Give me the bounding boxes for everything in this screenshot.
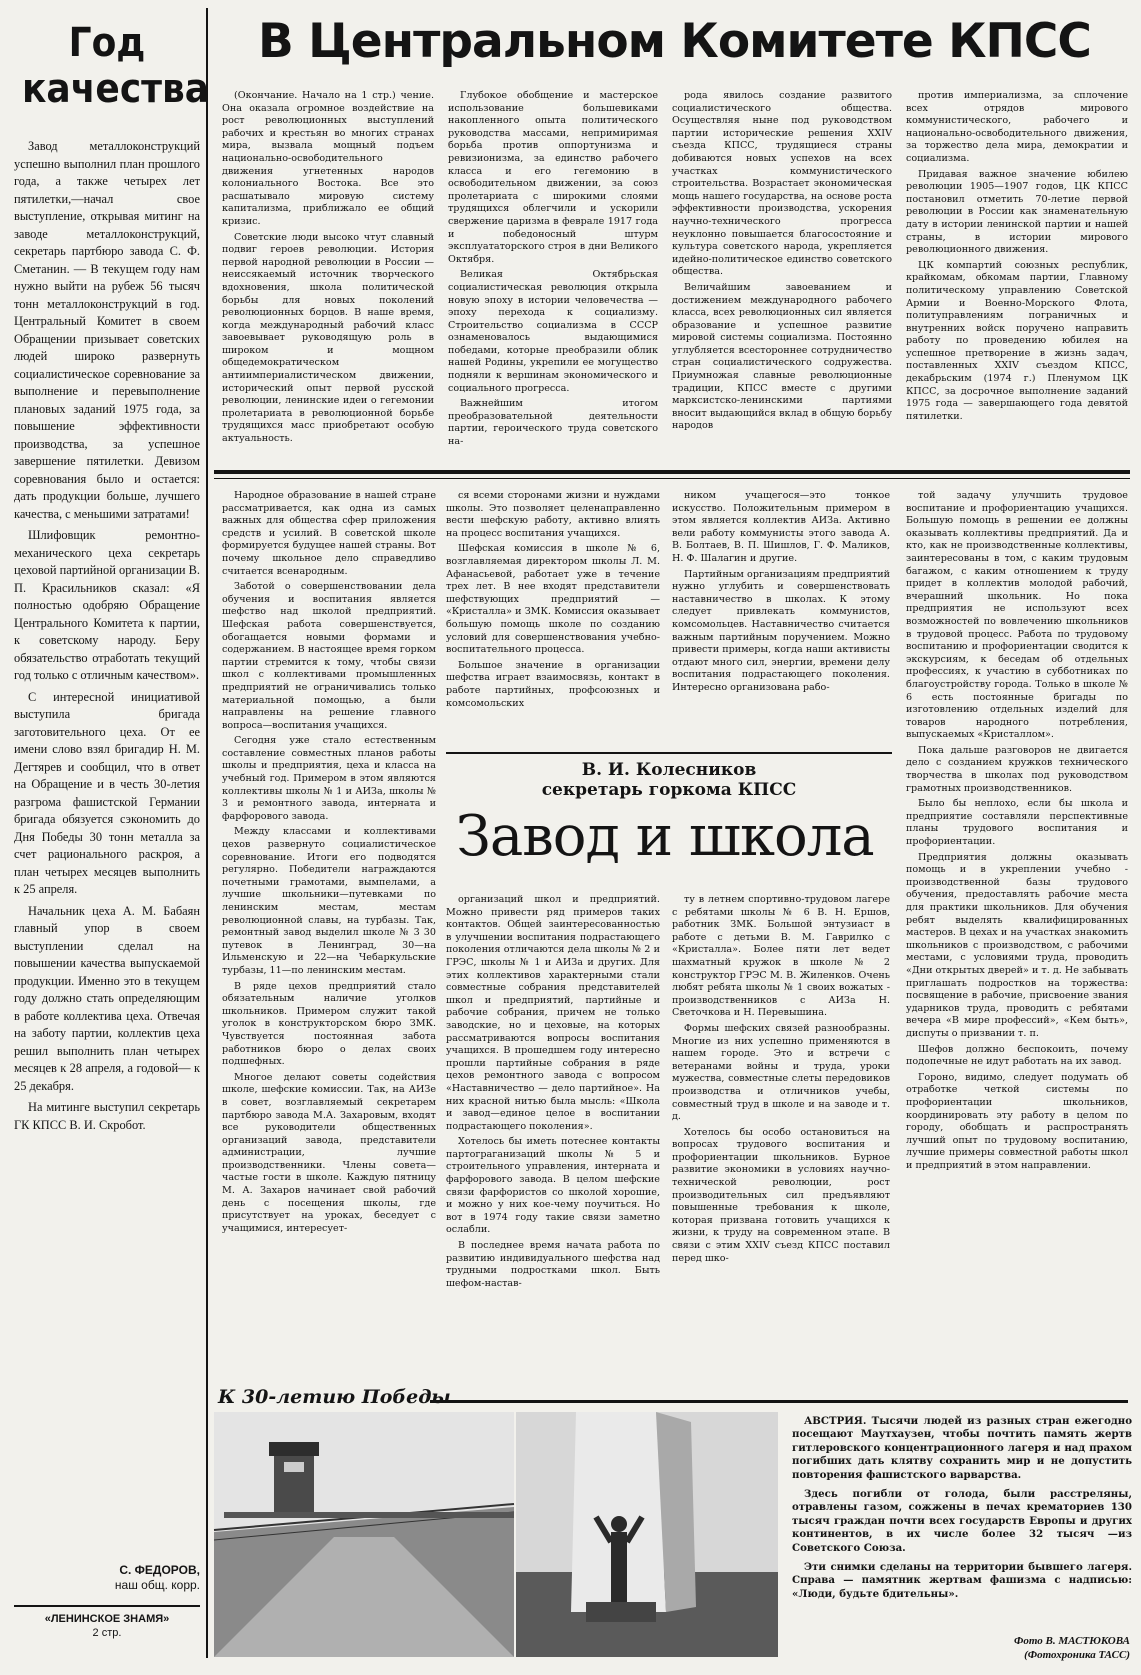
top-paragraph: рода явилось создание развитого социалистического общества. Осуществляя ныне под руководством партии исторические решения XXIV съезда КПСС, трудящиеся страны добиваются новых успехов на всех участках коммунистического строительства. Возрастает экономическая мощь нашего государства, на основе роста эффективности производства, ускорения научно-технического прогресса неуклонно повышается благосостояние и культура советского народа, укрепляется идейно-политическое единство советского общества. [672, 90, 892, 278]
article-paragraph: той задачу улучшить трудовое воспитание и профориентацию учащихся. Большую помощь в решении ее должны оказывать коллективы предприятий. Да и кто, как не производственные коллективы, заинтересованы в том, с каким трудовым багажом, с каким отношением к труду придет в коллектив молодой рабочий, вчерашний школьник. Но пока предприятия не используют всех возможностей по вовлечению школьников в трудовой процесс. Работа по трудовому воспитанию и профориентации сводится к экскурсиям, к беседам об отдельных профессиях, к участию в субботниках по благоустройству города. Только в школе № 6 есть постоянные бригады по изготовлению отдельных изделий для товаров народного потребления, выпускаемых «Кристаллом». [906, 490, 1128, 741]
article-paragraph: Между классами и коллективами цехов развернуто социалистическое соревнование. Итоги его подводятся регулярно. Победители награждаются почетными грамотами, вымпелами, а лучшие школьники—путевками по ленинским местам, местам революционной славы, на турбазы. Так, ремонтный завод выделил школе № 3 30 путевок в Ленинград, 30—на Ильменскую и 22—на Чебаркульские турбазы, 11—по ленинским местам. [222, 826, 436, 976]
caption-paragraph: АВСТРИЯ. Тысячи людей из разных стран ежегодно посещают Маутхаузен, чтобы почтить память жертв гитлеровского концентрационного лагеря и над прахом погибших дать клятву сохранить мир и не допустить повторения фашистского варварства. [792, 1415, 1132, 1481]
title-block-rule [446, 752, 892, 754]
article-paragraph: Было бы неплохо, если бы школа и предприятие составляли перспективные планы трудового воспитания и профориентации. [906, 798, 1128, 848]
author-name: В. И. Колесников [581, 760, 757, 780]
article-paragraph: Шефская комиссия в школе № 6, возглавляемая директором школы Л. М. Афанасьевой, работает уже в течение трех лет. В нее входят представители шефствующих предприятий — «Кристалла» и ЗМК. Комиссия оказывает большую помощь школе по созданию условий для совершенствования учебно-воспитательного процесса. [446, 543, 660, 656]
article-paragraph: ту в летнем спортивно-трудовом лагере с ребятами школы № 6 В. Н. Ершов, работник ЗМК. Большой энтузиаст в работе с детьми В. М. Гаврилко с «Кристалла». Более пяти лет ведет шахматный кружок в школе № 2 конструктор ГРЭС М. В. Жиленков. Очень любят ребята школы № 1 своих вожатых - производственников с АИЗа Н. Светочкова и Н. Перевышина. [672, 894, 890, 1019]
article-paragraph: Сегодня уже стало естественным составление совместных планов работы школы и предприятия, цеха и класса на учебный год. Примером в этом являются коллективы школы № 1 и АИЗа, школы № 3 и ремонтного завода, интерната и фарфорового завода. [222, 735, 436, 822]
victory-rule [430, 1400, 1128, 1403]
top-paragraph: против империализма, за сплочение всех отрядов мирового коммунистического, рабочего и национально-освободительного движения, за торжество дела мира, демократии и социализма. [906, 90, 1128, 164]
mauthausen-photo-right [516, 1412, 778, 1657]
article-paragraph: Пока дальше разговоров не двигается дело с созданием кружков технического творчества в школах под руководством грамотных производственников. [906, 744, 1128, 794]
article-paragraph: В последнее время начата работа по развитию индивидуального шефства над трудными подростками школ. Быть шефом-настав- [446, 1240, 660, 1289]
article-paragraph: ся всеми сторонами жизни и нуждами школы. Это позволяет целенаправленно вести шефскую работу, активно влиять на процесс воспитания учащихся. [446, 490, 660, 539]
article-paragraph: Большое значение в организации шефства играет взаимосвязь, контакт в работе партийных, профсоюзных и комсомольских [446, 659, 660, 709]
top-column-3 [672, 90, 892, 466]
victory-caption [792, 1415, 1132, 1607]
article-title: Завод и школа [456, 804, 874, 869]
caption-paragraph: Здесь погибли от голода, были расстреляны, отравлены газом, сожжены в печах крематориев 130 тысяч граждан почти всех государств Европы и других континентов, в их числе более 32 тысяч —из Советского Союза. [792, 1488, 1132, 1554]
top-paragraph: Величайшим завоеванием и достижением международного рабочего класса, всех революционных сил является образование и успешное развитие мировой системы социализма. Постоянно углубляется всестороннее сотрудничество стран социалистического содружества. Приумножая славные революционные традиции, КПСС вместе с другими марксистско-ленинскими партиями вносит выдающийся вклад в общую борьбу народов [672, 281, 892, 432]
left-signature [14, 1563, 200, 1593]
top-section-rule [214, 470, 1130, 474]
left-paragraph: На митинге выступил секретарь ГК КПСС В. И. Скробот. [14, 1100, 200, 1132]
left-paragraph: Завод металлоконструкций успешно выполнил план прошлого года, а также четырех лет пятилетки,—начал свое выступление, открывая митинг на заводе металлоконструкций, секретарь партбюро завода С. Ф. Сметанин. — В текущем году нам нужно выйти на рубеж 56 тысяч тонн металлоконструкций в год. Центральный Комитет в своем Обращении призывает советских людей широко развернуть социалистическое соревнование за выполнение и перевыполнение плановых заданий 1975 года, за повышение эффективности производства, за успешное завершение пятилетки. Девизом соревнования было и остается: дать продукции больше, лучшего качества, с меньшими затратами! [14, 139, 200, 521]
article-column-3 [672, 490, 890, 745]
article-column-b1 [446, 894, 660, 1394]
top-headline: В Центральном Комитете КПСС [258, 14, 1091, 69]
top-paragraph: Советские люди высоко чтут славный подвиг героев революции. История первой народной революции в России — неиссякаемый источник творческого вдохновения, школа политической борьбы для новых поколений революционных борцов. В наше время, когда международный рабочий класс завоевывает руководящую роль в широком и мощном общедемократическом антиимпериалистическом движении, исторический опыт первой русской революции, ленинские идеи о гегемонии пролетариата в революционной борьбе трудящихся масс приобретают особую актуальность. [222, 231, 434, 445]
credit-name: Фото В. МАСТЮКОВА [1013, 1635, 1130, 1647]
top-column-4 [906, 90, 1128, 466]
article-paragraph: Формы шефских связей разнообразны. Многие из них успешно применяются в нашем городе. Это и встречи с ветеранами войны и труда, уроки мужества, совместные слеты передовиков производства и отличников учебы, совместный труд в школе и на заводе и т. д. [672, 1022, 890, 1123]
top-section-rule-thin [214, 478, 1130, 479]
top-column-2 [448, 90, 658, 466]
article-paragraph: Заботой о совершенствовании дела обучения и воспитания является шефство над школой предприятий. Шефская работа совершенствуется, обогащается новыми формами и содержанием. В настоящее время горком партии стремится к тому, чтобы связи школ с коллективами промышленных предприятий не ограничивались только материальной помощью, а были направлены на решение главного вопроса—воспитания учащихся. [222, 581, 436, 731]
article-paragraph: Шефов должно беспокоить, почему подопечные не идут работать на их завод. [906, 1043, 1128, 1068]
left-paragraph: Начальник цеха А. М. Бабаян главный упор в своем выступлении сделал на повышении качества выпускаемой продукции. Именно это в текущем году должно стать определяющим в работе коллектива цеха. Отвечая на заботу партии, коллектив цеха решил выполнить план четырех месяцев к 28 апреля, а годовой— к 25 декабря. [14, 903, 200, 1093]
author-role: секретарь горкома КПСС [541, 780, 797, 800]
signature-name: С. ФЕДОРОВ, [119, 1563, 200, 1577]
top-paragraph: Придавая важное значение юбилею революции 1905—1907 годов, ЦК КПСС постановил отметить 70-летие первой революции в России как знаменательную дату в истории ленинской партии и нашей страны, в истории мирового революционного движения. [906, 168, 1128, 256]
article-paragraph: Хотелось бы иметь потеснее контакты партограганизаций школы № 5 и строительного управления, интерната и фарфорового завода. В целом шефские связи фарфористов со школой хорошие, и можно у них кое-чему поучиться. Но вот в 1974 году такие связи заметно ослабли. [446, 1136, 660, 1236]
mauthausen-photo-left [214, 1412, 514, 1657]
left-paragraph: Шлифовщик ремонтно-механического цеха секретарь цеховой партийной организации В. П. Красильников сказал: «Я полностью одобряю Обращение Центрального Комитета к партии, к советскому народу. Беру обязательство отработать текущий год только с отличным качеством». [14, 528, 200, 682]
article-paragraph: ником учащегося—это тонкое искусство. Положительным примером в этом является коллектив АИЗа. Активно вели работу коммунисты этого завода А. В. Болтаев, В. П. Шишлов, Г. Ф. Маликов, Н. Ф. Шалагин и другие. [672, 490, 890, 564]
left-column [14, 8, 210, 140]
caption-paragraph: Эти снимки сделаны на территории бывшего лагеря. Справа — памятник жертвам фашизма с надписью: «Люди, будьте бдительны». [792, 1561, 1132, 1600]
article-paragraph: Многое делают советы содействия школе, шефские комиссии. Так, на АИЗе в совет, возглавляемый секретарем партбюро завода М.А. Захаровым, входят все руководители общественных организаций завода, представители администрации, лучшие производственники. Члены совета—частые гости в школе. Каждую пятницу М. А. Захаров начинает свой рабочий день с посещения школы, где присутствует на уроках, беседует с учащимися, интересует- [222, 1071, 436, 1234]
article-paragraph: Гороно, видимо, следует подумать об отработке четкой системы по профориентации школьников, координировать эту работу в целом по городу, обобщать и распространять лучший опыт по трудовому воспитанию, лучшие примеры совместной работы школ и предприятий в этом направлении. [906, 1071, 1128, 1171]
article-paragraph: организаций школ и предприятий. Можно привести ряд примеров таких контактов. Общей заинтересованностью в улучшении воспитания подрастающего поколения отличаются дела школы № 2 и ГРЭС, школы № 1 и АИЗа и других. Для этих коллективов характерными стали совместные собрания представителей школ и предприятий, партийные и рабочие собрания, причем не только заводские, но и цеховые, на которых рассматриваются вопросы воспитания учащихся. В прошедшем году интересно прошли партийные собрания в ряде цехов ремонтного завода с вопросом «Наставничество — дело партийное». На них красной нитью была мысль: «Школа и завод—единое целое в воспитании подрастающего поколения». [446, 894, 660, 1132]
top-paragraph: Глубокое обобщение и мастерское использование большевиками накопленного опыта политического руководства массами, непримиримая борьба против оппортунизма и ревизионизма, за единство рабочего класса и его гегемонию в освободительном движении, за союз пролетариата с широкими слоями трудящихся облегчили и ускорили свержение царизма в феврале 1917 года и победоносный штурм эксплуататорского строя в дни Великого Октября. [448, 90, 658, 265]
left-column-divider [206, 8, 208, 1658]
article-author [446, 760, 892, 800]
newspaper-name: «ЛЕНИНСКОЕ ЗНАМЯ» [44, 1613, 170, 1625]
left-paragraph: С интересной инициативой выступила бригада заготовительного цеха. От ее имени слово взял бригадир Н. М. Дегтярев и сообщил, что в ответ на Обращение и в честь 30-летия разгрома фашистской Германии бригада обязуется сэкономить до Дня Победы 30 тонн металла за счет рационального раскроя, а план четырех месяцев выполнить к 25 апреля. [14, 689, 200, 896]
top-paragraph: Великая Октябрьская социалистическая революция открыла новую эпоху в истории человечества — эпоху перехода к социализму. Строительство социализма в СССР ознаменовалось выдающимися победами, которые преобразили облик нашей Родины, укрепили ее могущество подняли к вершинам экономического и социального прогресса. [448, 269, 658, 394]
top-paragraph: (Окончание. Начало на 1 стр.) чение. Она оказала огромное воздействие на рост революционных выступлений рабочих и крестьян во многих странах мира, вызвала мощный подъем национально-освободительного движения угнетенных народов колониального Востока. Все это расшатывало мировую систему капитализма, приближало ее общий кризис. [222, 90, 434, 227]
article-column-2 [446, 490, 660, 745]
left-article-body [14, 138, 200, 1568]
left-title: Год качества [22, 20, 210, 112]
credit-agency: (Фотохроника ТАСС) [1024, 1649, 1130, 1661]
left-footer [14, 1612, 200, 1640]
article-paragraph: Народное образование в нашей стране рассматривается, как одна из самых важных для общества сфер приложения средств и усилий. В советской школе формируется будущее нашей страны. Вот почему школьное дело справедливо считается всенародным. [222, 490, 436, 577]
top-paragraph: ЦК компартий союзных республик, крайкомам, обкомам партии, Главному политическому управлению Советской Армии и Военно-Морского Флота, политуправлениям пограничных и внутренних войск поручено направить работу по проведению юбилея на успешное претворение в жизнь задач, поставленных XXIV съездом КПСС, декабрьским (1974 г.) Пленумом ЦК КПСС, за досрочное выполнение заданий 1975 года — завершающего года девятой пятилетки. [906, 259, 1128, 422]
article-paragraph: Хотелось бы особо остановиться на вопросах трудового воспитания и профориентации школьников. Бурное развитие экономики в условиях научно-технической революции, рост производительных сил предъявляют повышенные требования к школе, которая призвана готовить учащихся к жизни, к труду на современном этапе. В связи с этим XXIV съезд КПСС поставил перед шко- [672, 1126, 890, 1264]
page-number: 2 стр. [92, 1627, 122, 1639]
signature-role: наш общ. корр. [114, 1578, 200, 1592]
top-paragraph: Важнейшим итогом преобразовательной деятельности партии, героического труда советского на- [448, 398, 658, 448]
article-paragraph: Предприятия должны оказывать помощь и в укреплении учебно - производственной базы трудового обучения, предоставлять рабочие места для практики школьников. Для обучения ребят выделять квалифицированных мастеров. В цехах и на участках знакомить школьников с производством, с рабочими местами, с условиями труда, проводить «Дни открытых дверей» и т. д. Не забывать приглашать подростков на торжества: посвящение в рабочие, присвоение звания ударников труда, проводить с ребятами вечера «В мире профессий», «Кем быть», диспуты о призвании т. п. [906, 851, 1128, 1039]
article-paragraph: В ряде цехов предприятий стало обязательным наличие уголков школьников. Примером служит такой уголок в конструкторском бюро ЗМК. Чувствуется постоянная забота работников бюро о делах своих подшефных. [222, 980, 436, 1068]
top-column-1 [222, 90, 434, 466]
photo-credit [792, 1634, 1130, 1662]
article-column-1 [222, 490, 436, 1234]
article-column-b2 [672, 894, 890, 1394]
article-paragraph: Партийным организациям предприятий нужно углубить и совершенствовать наставничество в школах. К этому следует привлекать коммунистов, комсомольцев. Наставничество считается важным партийным поручением. Можно привести примеры, когда наши активисты отдают много сил, энергии, времени делу воспитания подрастающего поколения. Интересно организована рабо- [672, 568, 890, 693]
left-footer-rule [14, 1605, 200, 1607]
victory-banner: К 30-летию Победы [218, 1386, 451, 1408]
